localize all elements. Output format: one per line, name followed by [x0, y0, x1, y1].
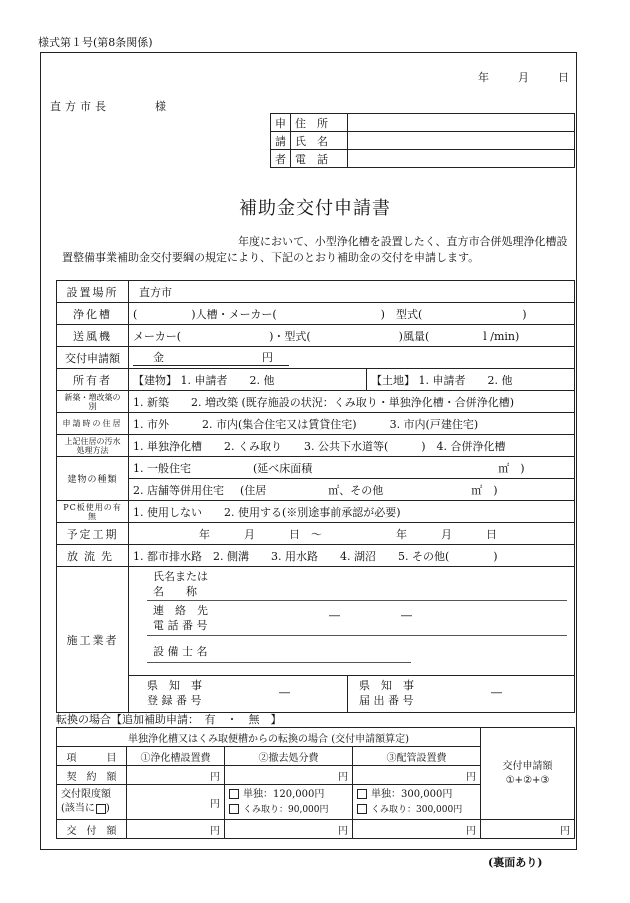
row-amount	[57, 347, 575, 369]
name-label: 氏 名	[291, 132, 348, 150]
applicant-side-2: 請	[271, 132, 291, 150]
row-sewage	[57, 435, 575, 457]
construction-field[interactable]: 1. 新築 2. 増改築 (既存施設の状況：くみ取り・単独浄化槽・合併浄化槽)	[129, 391, 575, 413]
sewage-label: 上記住居の汚水処理方法	[57, 435, 129, 457]
header-piping: ③配管設置費	[353, 747, 481, 766]
name-field[interactable]	[348, 132, 575, 150]
checkbox-icon	[96, 804, 106, 814]
blower-field[interactable]: メーカー( )・型式( )風量( l /min)	[129, 325, 575, 347]
row-location	[57, 281, 575, 303]
back-note: (裏面あり)	[488, 856, 543, 869]
row-building-type	[57, 457, 575, 479]
tank-field[interactable]: ( )人槽・メーカー( ) 型式( )	[129, 303, 575, 325]
sewage-field[interactable]: 1. 単独浄化槽 2. くみ取り 3. 公共下水道等( ) 4. 合併浄化槽	[129, 435, 575, 457]
pc-field[interactable]: 1. 使用しない 2. 使用する(※別途事前承認が必要)	[129, 501, 575, 523]
intro-text: 年度において、小型浄化槽を設置したく、直方市合併処理浄化槽設置整備事業補助金交付要綱の規定により、下記のとおり補助金の交付を申請します。	[62, 235, 568, 264]
building-type-label: 建物の種類	[57, 457, 129, 501]
limit-install: 円	[127, 785, 225, 820]
row-pc	[57, 501, 575, 523]
contract-removal[interactable]: 円	[225, 766, 353, 785]
discharge-label: 放流先	[57, 545, 129, 567]
applicant-side-1: 申	[271, 114, 291, 132]
row-residence	[57, 413, 575, 435]
contract-piping[interactable]: 円	[353, 766, 481, 785]
row-discharge	[57, 545, 575, 567]
owner-land[interactable]: 【土地】 1. 申請者 2. 他	[367, 369, 575, 391]
contractor-details[interactable]: 氏名または 名 称 連 絡 先 電 話 番 号 ― ― 設 備 士 名	[129, 567, 575, 676]
row-tank	[57, 303, 575, 325]
checkbox-kumitori-piping[interactable]	[357, 804, 367, 814]
header-item: 項 目	[57, 747, 127, 766]
header-install: ①浄化槽設置費	[127, 747, 225, 766]
phone-field[interactable]	[348, 150, 575, 168]
amount-label: 交付申請額	[57, 347, 129, 369]
checkbox-single-piping[interactable]	[357, 789, 367, 799]
row-construction	[57, 391, 575, 413]
owner-building[interactable]: 【建物】 1. 申請者 2. 他	[129, 369, 367, 391]
residence-label: 申請時の住居	[57, 413, 129, 435]
grant-total[interactable]: 円	[481, 820, 575, 839]
addressee	[50, 98, 167, 114]
row-blower	[57, 325, 575, 347]
schedule-label: 予定工期	[57, 523, 129, 545]
pc-label: PC板使用の有無	[57, 501, 129, 523]
amount-field[interactable]: 金 円	[129, 347, 575, 369]
date-year: 年	[478, 71, 489, 84]
discharge-field[interactable]: 1. 都市排水路 2. 側溝 3. 用水路 4. 湖沼 5. その他( )	[129, 545, 575, 567]
limit-label: 交付限度額 (該当に )	[57, 785, 127, 820]
owner-label: 所有者	[57, 369, 129, 391]
checkbox-kumitori-removal[interactable]	[229, 804, 239, 814]
grant-label: 交 付 額	[57, 820, 127, 839]
address-field[interactable]	[348, 114, 575, 132]
grant-removal[interactable]: 円	[225, 820, 353, 839]
conversion-total-header: 交付申請額 ①+②+③	[481, 728, 575, 820]
header-removal: ②撤去処分費	[225, 747, 353, 766]
phone-label: 電 話	[291, 150, 348, 168]
contract-install[interactable]: 円	[127, 766, 225, 785]
checkbox-single-removal[interactable]	[229, 789, 239, 799]
schedule-field[interactable]: 年 月 日 ～ 年 月 日	[129, 523, 575, 545]
date-day: 日	[558, 71, 569, 84]
addressee-suffix: 様	[155, 100, 167, 113]
row-schedule	[57, 523, 575, 545]
addressee-name: 直方市長	[50, 100, 110, 113]
grant-install[interactable]: 円	[127, 820, 225, 839]
conversion-table	[56, 727, 575, 839]
grant-piping[interactable]: 円	[353, 820, 481, 839]
form-number: 様式第１号(第8条関係)	[38, 36, 153, 49]
conversion-title: 単独浄化槽又はくみ取便槽からの転換の場合 (交付申請額算定)	[57, 728, 481, 747]
location-label: 設置場所	[57, 281, 129, 303]
contractor-registration[interactable]: 県 知 事 登 録 番 号 ― 県 知 事 届 出 番 号 ―	[129, 676, 575, 713]
contractor-label: 施工業者	[57, 567, 129, 713]
applicant-side-3: 者	[271, 150, 291, 168]
date-month: 月	[518, 71, 529, 84]
building-type-1[interactable]: 1. 一般住宅 (延べ床面積 ㎡ )	[129, 457, 575, 479]
construction-label: 新築・増改築の別	[57, 391, 129, 413]
building-type-2[interactable]: 2. 店舗等併用住宅 (住居 ㎡、その他 ㎡ )	[129, 479, 575, 501]
form-title: 補助金交付申請書	[239, 198, 391, 219]
limit-removal[interactable]: 単独：120,000円 くみ取り：90,000円	[225, 785, 353, 820]
conversion-heading: 転換の場合【追加補助申請： 有 ・ 無 】	[56, 713, 282, 726]
date-line	[478, 69, 569, 85]
contract-label: 契 約 額	[57, 766, 127, 785]
blower-label: 送風機	[57, 325, 129, 347]
limit-piping[interactable]: 単独：300,000円 くみ取り：300,000円	[353, 785, 481, 820]
address-label: 住 所	[291, 114, 348, 132]
location-field[interactable]: 直方市	[129, 281, 575, 303]
main-table	[56, 280, 575, 713]
applicant-table	[270, 113, 575, 168]
row-contractor	[57, 567, 575, 676]
row-owner	[57, 369, 575, 391]
tank-label: 浄化槽	[57, 303, 129, 325]
residence-field[interactable]: 1. 市外 2. 市内(集合住宅又は賃貸住宅) 3. 市内(戸建住宅)	[129, 413, 575, 435]
